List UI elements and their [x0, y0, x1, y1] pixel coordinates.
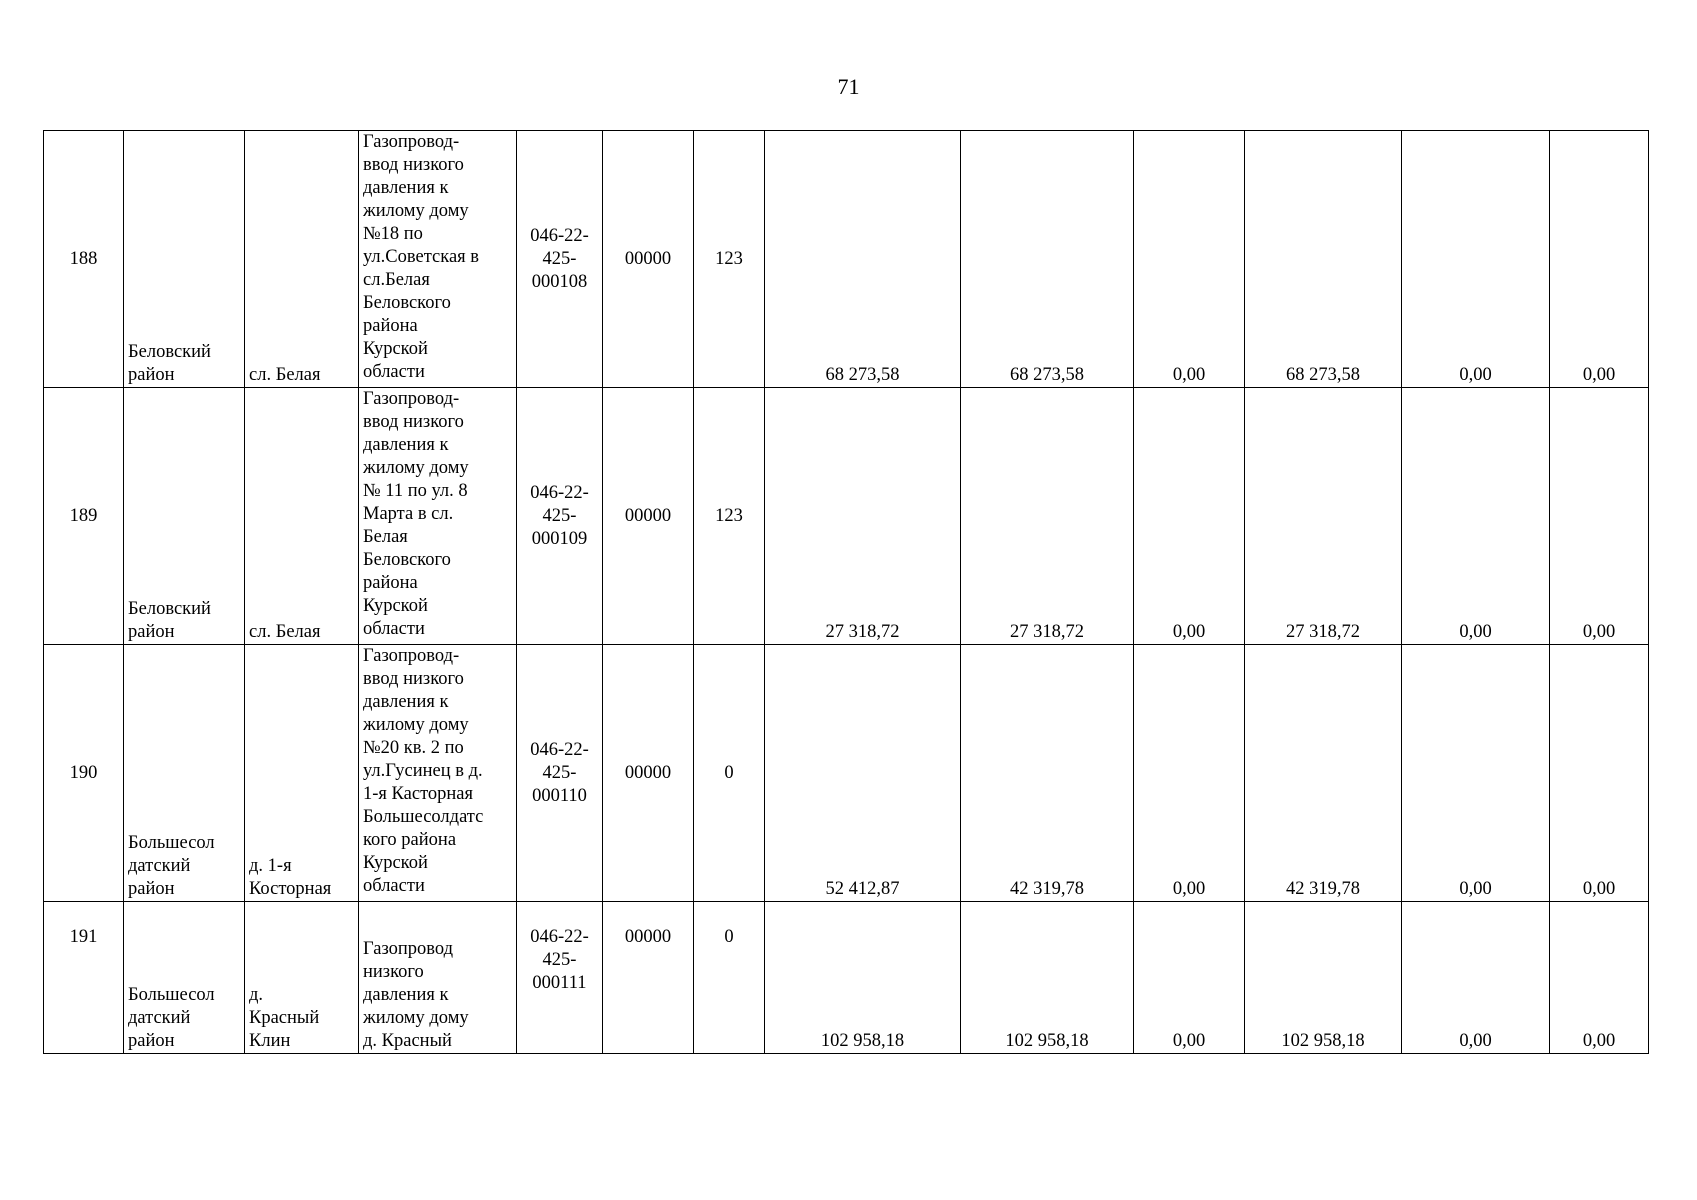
value-6-cell: 0,00	[1550, 645, 1649, 902]
inventory-code-cell: 046-22- 425- 000108	[517, 131, 603, 388]
account-code-cell: 00000	[603, 131, 694, 388]
value-6-cell: 0,00	[1550, 131, 1649, 388]
object-description-cell: Газопровод- ввод низкого давления к жилому дому № 11 по ул. 8 Марта в сл. Белая Беловского района Курской области	[359, 388, 517, 645]
value-5-cell: 0,00	[1402, 645, 1550, 902]
district-cell: Большесол датский район	[124, 902, 245, 1054]
table-row	[44, 902, 1649, 1054]
table-row	[44, 645, 1649, 902]
settlement-cell: сл. Белая	[245, 388, 359, 645]
value-2-cell: 68 273,58	[961, 131, 1134, 388]
group-code-cell: 0	[694, 902, 765, 1054]
object-description-cell: Газопровод- ввод низкого давления к жилому дому №18 по ул.Советская в сл.Белая Беловского района Курской области	[359, 131, 517, 388]
account-code-cell: 00000	[603, 902, 694, 1054]
row-number: 190	[44, 645, 124, 902]
value-4-cell: 42 319,78	[1245, 645, 1402, 902]
value-1-cell: 27 318,72	[765, 388, 961, 645]
row-number: 189	[44, 388, 124, 645]
group-code-cell: 0	[694, 645, 765, 902]
value-3-cell: 0,00	[1134, 902, 1245, 1054]
value-3-cell: 0,00	[1134, 388, 1245, 645]
value-2-cell: 42 319,78	[961, 645, 1134, 902]
row-number: 191	[44, 902, 124, 1054]
page-number: 71	[837, 74, 860, 99]
value-4-cell: 27 318,72	[1245, 388, 1402, 645]
value-6-cell: 0,00	[1550, 388, 1649, 645]
row-number: 188	[44, 131, 124, 388]
value-4-cell: 102 958,18	[1245, 902, 1402, 1054]
object-description-cell: Газопровод- ввод низкого давления к жилому дому №20 кв. 2 по ул.Гусинец в д. 1-я Касторная Большесолдатс кого района Курской области	[359, 645, 517, 902]
inventory-code-cell: 046-22- 425- 000111	[517, 902, 603, 1054]
district-cell: Большесол датский район	[124, 645, 245, 902]
settlement-cell: д. 1-я Косторная	[245, 645, 359, 902]
settlement-cell: сл. Белая	[245, 131, 359, 388]
value-3-cell: 0,00	[1134, 131, 1245, 388]
value-4-cell: 68 273,58	[1245, 131, 1402, 388]
group-code-cell: 123	[694, 388, 765, 645]
district-cell: Беловский район	[124, 131, 245, 388]
inventory-code-cell: 046-22- 425- 000109	[517, 388, 603, 645]
value-5-cell: 0,00	[1402, 902, 1550, 1054]
table-row	[44, 388, 1649, 645]
value-2-cell: 27 318,72	[961, 388, 1134, 645]
district-cell: Беловский район	[124, 388, 245, 645]
inventory-code-cell: 046-22- 425- 000110	[517, 645, 603, 902]
table-row	[44, 131, 1649, 388]
value-5-cell: 0,00	[1402, 388, 1550, 645]
settlement-cell: д. Красный Клин	[245, 902, 359, 1054]
value-6-cell: 0,00	[1550, 902, 1649, 1054]
value-3-cell: 0,00	[1134, 645, 1245, 902]
value-1-cell: 102 958,18	[765, 902, 961, 1054]
object-description-cell: Газопровод низкого давления к жилому дому д. Красный	[359, 902, 517, 1054]
value-1-cell: 68 273,58	[765, 131, 961, 388]
account-code-cell: 00000	[603, 388, 694, 645]
register-table	[43, 130, 1649, 1054]
value-2-cell: 102 958,18	[961, 902, 1134, 1054]
account-code-cell: 00000	[603, 645, 694, 902]
group-code-cell: 123	[694, 131, 765, 388]
value-5-cell: 0,00	[1402, 131, 1550, 388]
value-1-cell: 52 412,87	[765, 645, 961, 902]
